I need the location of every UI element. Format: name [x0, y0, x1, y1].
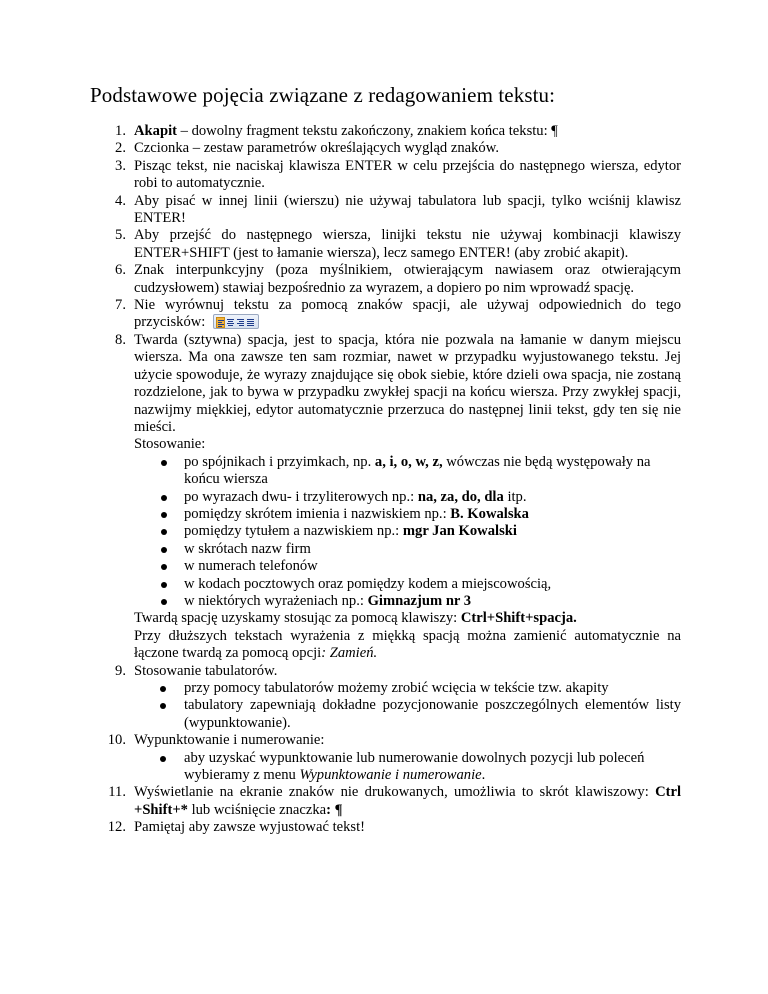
list-item: w niektórych wyrażeniach np.: Gimnazjum nr 3	[152, 593, 681, 610]
list-item: w skrótach nazw firm	[152, 541, 681, 558]
list-item: tabulatory zapewniają dokładne pozycjonowanie poszczególnych elementów listy (wypunktowanie).	[146, 697, 681, 732]
align-right-icon[interactable]	[236, 317, 245, 328]
list-item: 10. Wypunktowanie i numerowanie: aby uzyskać wypunktowanie lub numerowanie dowolnych pozycji lub poleceń wybieramy z menu Wypunktowanie i numerowanie.	[96, 732, 681, 784]
list-item: 7. Nie wyrównuj tekstu za pomocą znaków spacji, ale używaj odpowiednich do tego przycisków:	[115, 297, 681, 331]
list-item: po wyrazach dwu- i trzyliterowych np.: na, za, do, dla itp.	[152, 489, 681, 506]
list-item: po spójnikach i przyimkach, np. a, i, o, w, z, wówczas nie będą występowały na końcu wiersza	[152, 454, 681, 489]
numbered-list	[96, 123, 681, 837]
align-center-icon[interactable]	[226, 317, 235, 328]
list-item: 11. Wyświetlanie na ekranie znaków nie drukowanych, umożliwia to skrót klawiszowy: Ctrl +Shift+* lub wciśnięcie znaczka: ¶	[108, 784, 681, 818]
align-left-icon[interactable]	[216, 317, 225, 328]
paragraph: Przy dłuższych tekstach wyrażenia z miękką spacją można zamienić automatycznie na łączone twardą za pomocą opcji: Zamień.	[134, 627, 681, 662]
bullet-list	[134, 680, 681, 732]
list-item: w kodach pocztowych oraz pomiędzy kodem a miejscowością,	[152, 576, 681, 593]
list-item: 9. Stosowanie tabulatorów. przy pomocy tabulatorów możemy zrobić wcięcia w tekście tzw. akapity tabulatory zapewniają dokładne pozycjonowanie poszczególnych elementów listy (wypunktowanie).	[115, 662, 681, 731]
list-item: 8. Twarda (sztywna) spacja, jest to spacja, która nie pozwala na łamanie w danym miejscu wiersza. Ma ona zawsze ten sam rozmiar, nawet w przypadku wyjustowanego tekstu. Jej użycie spowoduje, że wyrazy znajdujące się obok siebie, które dzieli owa spacja, nie zostaną rozdzielone, jak to bywa w przypadku zwykłej spacji na końcu wiersza. Przy zwykłej spacji, nazwijmy miękkiej, edytor automatycznie przerzuca do następnej linii tekst, gdy ten się nie mieści. Stosowanie: po spójnikach i przyimkach, np. a, i, o, w, z, wówczas nie będą występowały na końcu wiersza po wyrazach dwu- i trzyliterowych np.: na, za, do, dla itp. pomiędzy skrótem imienia i nazwiskiem np.: B. Kowalska pomiędzy tytułem a nazwiskiem np.: mgr Jan Kowalski w skrótach nazw firm w numerach telefonów w kodach pocztowych oraz pomiędzy kodem a miejscowością, w niektórych wyrażeniach np.: Gimnazjum nr 3 Twardą spację uzyskamy stosując za pomocą klawiszy: Ctrl+Shift+spacja. Przy dłuższych tekstach wyrażenia z miękką spacją można zamienić automatycznie na łączone twardą za pomocą opcji: Zamień.	[115, 331, 681, 662]
list-item: 12. Pamiętaj aby zawsze wyjustować tekst!	[107, 819, 365, 836]
list-item: 4. Aby pisać w innej linii (wierszu) nie używaj tabulatora lub spacji, tylko wciśnij klawisz ENTER!	[115, 192, 681, 227]
list-item: w numerach telefonów	[152, 558, 681, 575]
paragraph: Twardą spację uzyskamy stosując za pomocą klawiszy: Ctrl+Shift+spacja.	[134, 610, 577, 627]
list-item: 2. Czcionka – zestaw parametrów określających wygląd znaków.	[115, 140, 499, 157]
list-item: 5. Aby przejść do następnego wiersza, linijki tekstu nie używaj kombinacji klawiszy ENTER+SHIFT (jest to łamanie wiersza), lecz samego ENTER! (aby zrobić akapit).	[115, 227, 681, 261]
bullet-list	[134, 454, 681, 611]
justify-icon[interactable]	[246, 317, 255, 328]
list-item: pomiędzy tytułem a nazwiskiem np.: mgr Jan Kowalski	[152, 523, 681, 540]
page-title: Podstawowe pojęcia związane z redagowaniem tekstu:	[90, 83, 556, 107]
list-item: aby uzyskać wypunktowanie lub numerowanie dowolnych pozycji lub poleceń wybieramy z menu Wypunktowanie i numerowanie.	[146, 750, 681, 785]
alignment-toolbar	[213, 314, 259, 329]
list-item: 6. Znak interpunkcyjny (poza myślnikiem, otwierającym nawiasem oraz otwierającym cudzysłowem) stawiaj bezpośrednio za wyrazem, a dopiero po nim wprowadź spację.	[115, 262, 681, 296]
list-item: 3. Pisząc tekst, nie naciskaj klawisza ENTER w celu przejścia do następnego wiersza, edytor robi to automatycznie.	[115, 157, 681, 192]
list-item: przy pomocy tabulatorów możemy zrobić wcięcia w tekście tzw. akapity	[146, 680, 681, 697]
list-item: pomiędzy skrótem imienia i nazwiskiem np.: B. Kowalska	[152, 506, 681, 523]
list-item: 1. Akapit – dowolny fragment tekstu zakończony, znakiem końca tekstu: ¶	[115, 123, 558, 139]
